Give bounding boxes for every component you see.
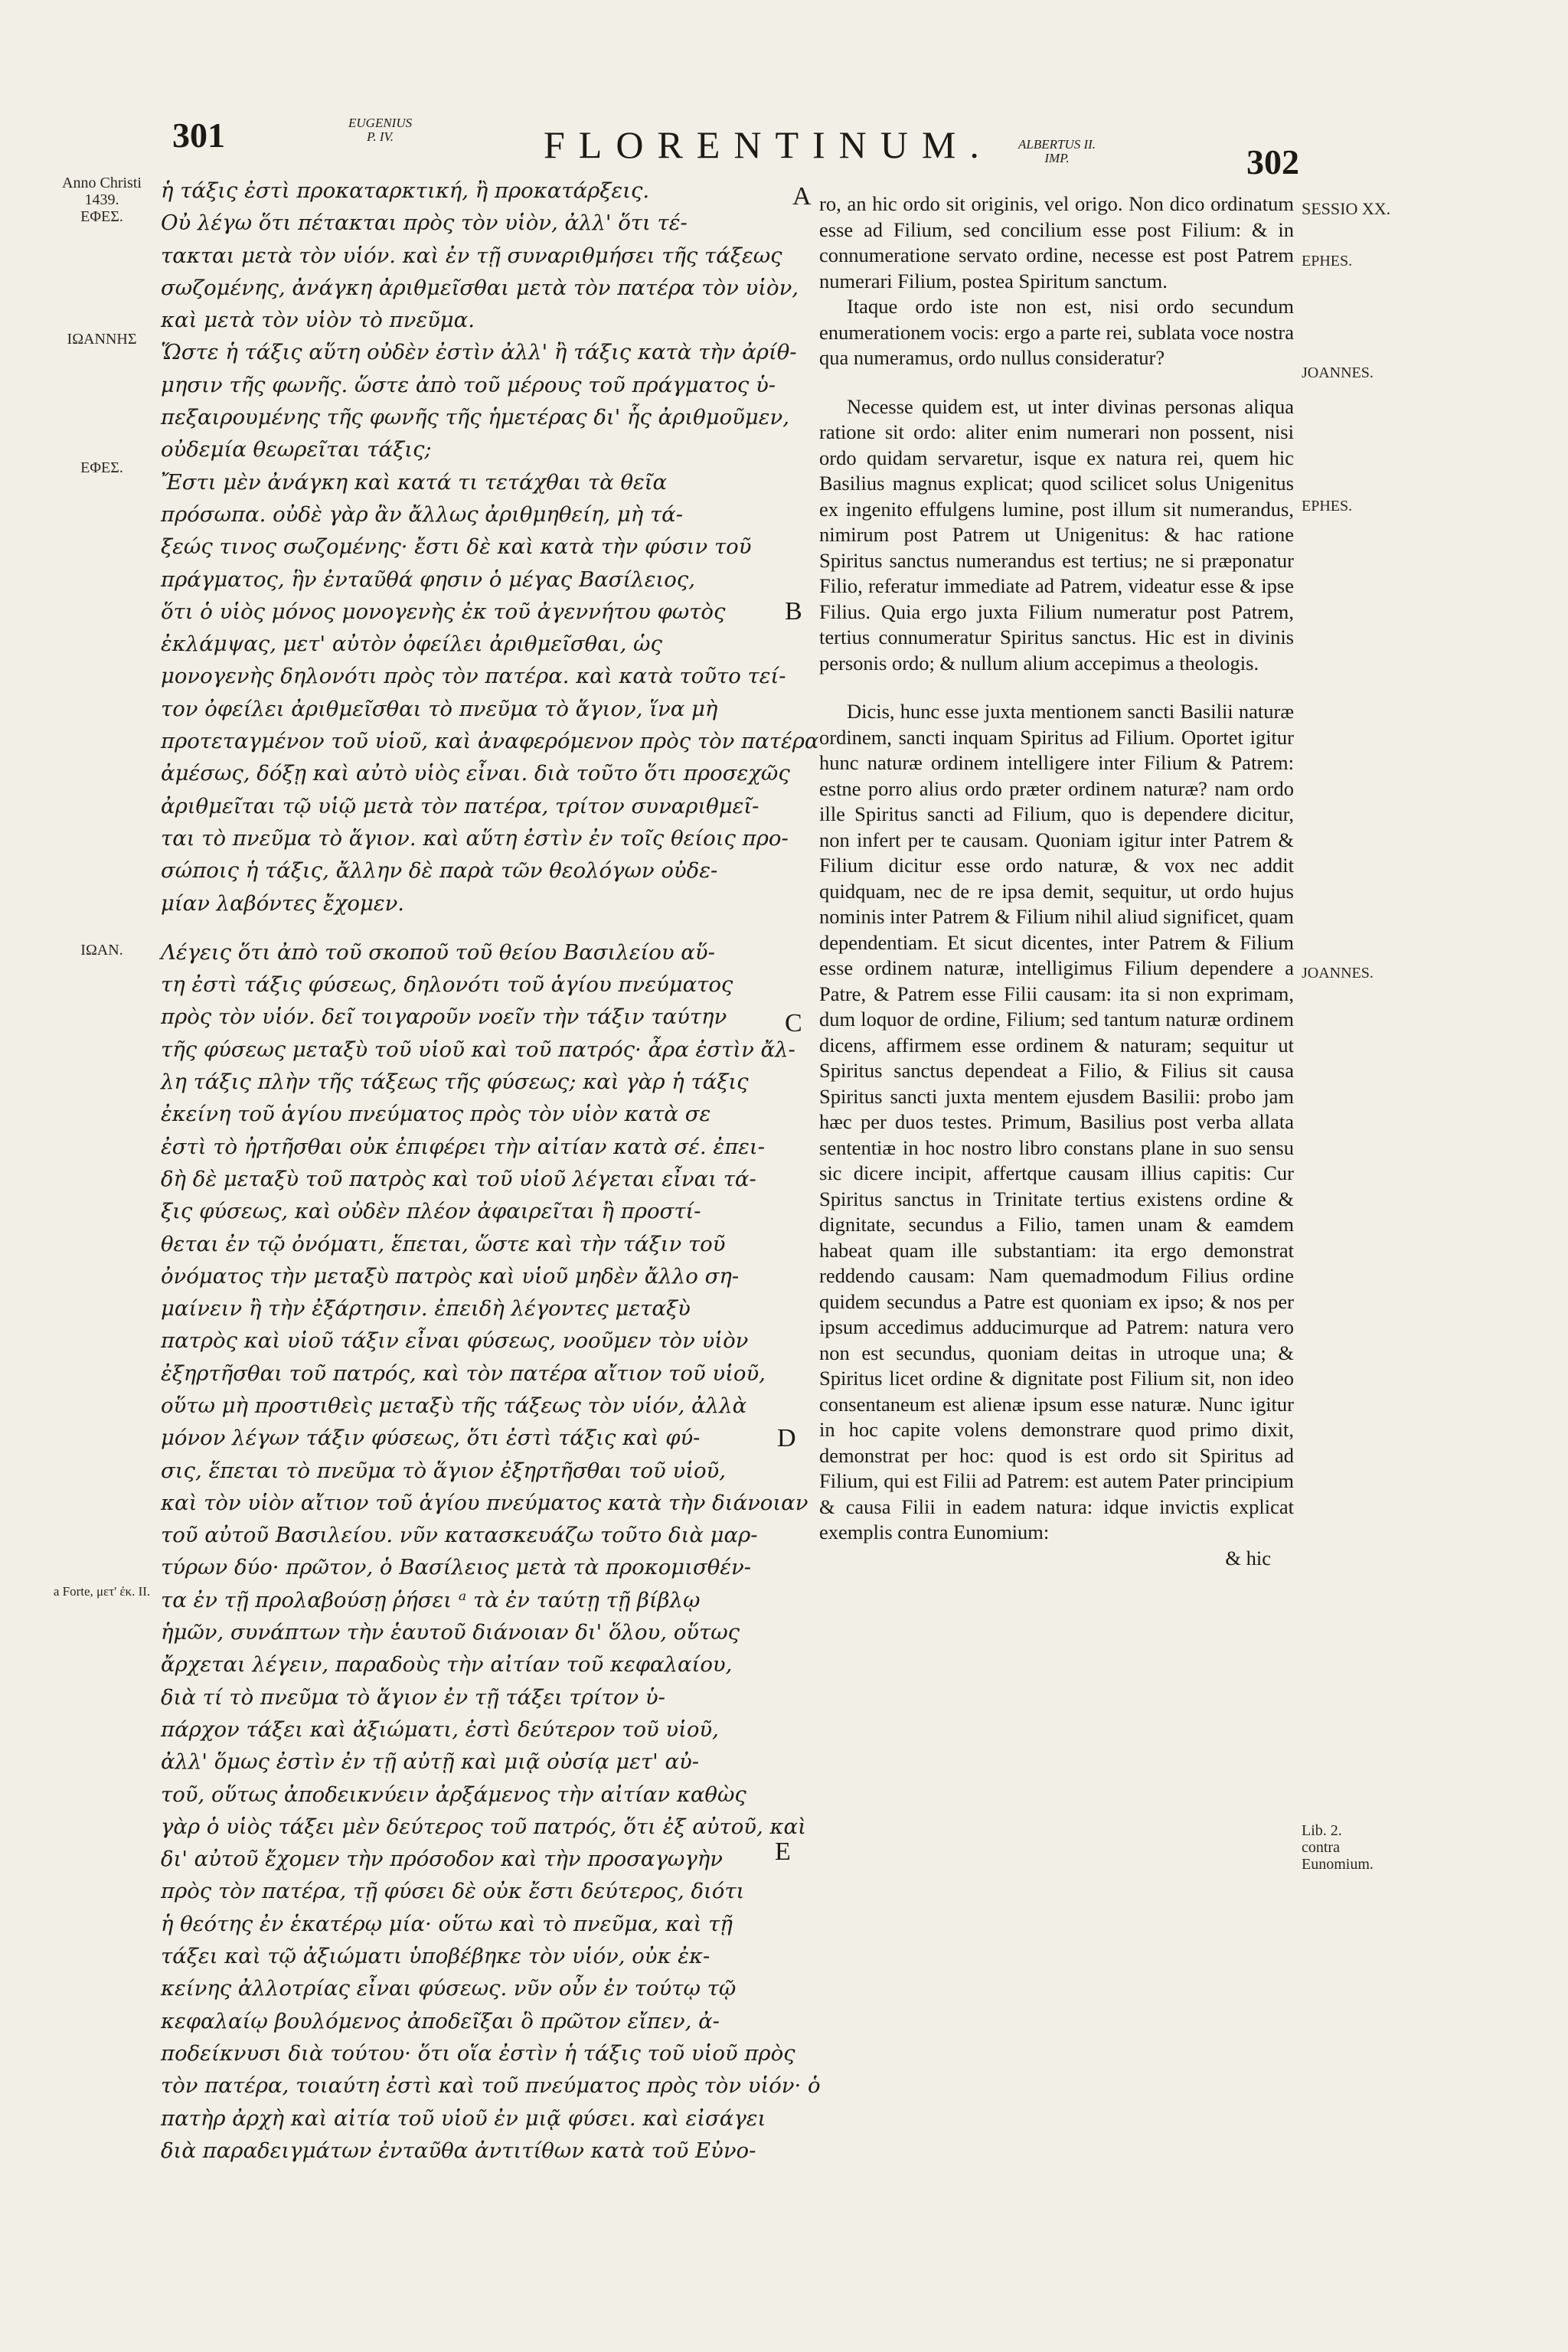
greek-line: καὶ μετὰ τὸν υἱὸν τὸ πνεῦμα. — [161, 308, 475, 333]
greek-line: σώποις ἡ τάξις, ἄλλην δὲ παρὰ τῶν θεολόγων οὐδε- — [161, 858, 718, 884]
greek-line: τοῦ, οὕτως ἀποδεικνύειν ἀρξάμενος τὴν αἰτίαν καθὼς — [161, 1782, 746, 1807]
greek-line: τακται μετὰ τὸν υἱόν. καὶ ἐν τῇ συναριθμήσει τῆς τάξεως — [161, 243, 782, 268]
latin-paragraph-1: ro, an hic ordo sit originis, vel origo. Non dico ordinatum esse ad Filium, sed concilium esse post Filium: & in connumeratione servato ordine, necesse est post Patrem numerari Filium, postea Spiritum sanctum. — [819, 192, 1294, 292]
greek-line: πάρχον τάξει καὶ ἀξιώματι, ἐστὶ δεύτερον τοῦ υἱοῦ, — [161, 1717, 719, 1742]
margin-note-ioannes: ΙΩΑΝΝΗΣ — [67, 331, 137, 348]
catchword: & hic — [1225, 1546, 1271, 1570]
greek-line: διὰ παραδειγμάτων ἐνταῦθα ἀντιτίθων κατὰ τοῦ Εὐνο- — [161, 2138, 756, 2163]
greek-line: ὅτι ὁ υἱὸς μόνος μονογενὴς ἐκ τοῦ ἀγεννήτου φωτὸς — [161, 599, 726, 624]
greek-line: τῆς φύσεως μεταξὺ τοῦ υἱοῦ καὶ τοῦ πατρός· ἆρα ἐστὶν ἄλ- — [161, 1037, 795, 1062]
latin-paragraph-3: Necesse quidem est, ut inter divinas personas aliqua ratione sit ordo: aliter enim numerari non possent, nisi ordo quidam servaretur, isque ex natura rei, quem hic Basilius magnus explicat; quod scilicet solus Unigenitus ex ingenito effulgens lumine, post illum sit numerandus, nimirum post Patrem ut Unigenitus: & hac ratione Spiritus sanctus numerandus est tertius; ne si præponatur Filio, referatur immediate ad Patrem, videatur esse & ipse Filius. Quia ergo juxta Filium numeratur post Patrem, tertius connumeratur Spiritus sanctus. Hic est in divinis personis ordo; & nullum alium accepimus a theologis. — [819, 394, 1294, 675]
running-head-right-line2: IMP. — [1044, 151, 1070, 165]
greek-line: ἀλλ' ὅμως ἐστὶν ἐν τῇ αὐτῇ καὶ μιᾷ οὐσίᾳ μετ' αὐ- — [161, 1749, 700, 1775]
greek-line: λη τάξις πλὴν τῆς τάξεως τῆς φύσεως; καὶ γὰρ ἡ τάξις — [161, 1070, 749, 1095]
greek-line: ἡ τάξις ἐστὶ προκαταρκτική, ἢ προκατάρξεις. — [161, 178, 650, 203]
latin-column — [819, 191, 1294, 1571]
latin-paragraph-2: Itaque ordo iste non est, nisi ordo secundum enumerationem vocis: ergo a parte rei, sublata voce nostra qua numeramus, ordo nullus consideratur? — [819, 295, 1294, 369]
greek-line: ξεώς τινος σωζομένης· ἔστι δὲ καὶ κατὰ τὴν φύσιν τοῦ — [161, 534, 752, 560]
margin-note-ephes-right: EPHES. — [1302, 253, 1353, 270]
greek-line: πατὴρ ἀρχὴ καὶ αἰτία τοῦ υἱοῦ ἐν μιᾷ φύσει. καὶ εἰσάγει — [161, 2105, 766, 2131]
greek-line: τοῦ αὐτοῦ Βασιλείου. νῦν κατασκευάζω τοῦτο διὰ μαρ- — [161, 1523, 758, 1548]
margin-note-forte: a Forte, μετ' ἐκ. II. — [53, 1584, 151, 1599]
greek-line: διὰ τί τὸ πνεῦμα τὸ ἅγιον ἐν τῇ τάξει τρίτον ὑ- — [161, 1684, 665, 1710]
running-head-right-line1: ALBERTUS II. — [1018, 137, 1096, 152]
greek-column — [161, 175, 821, 2167]
running-head-right — [1018, 138, 1096, 165]
page-number-left: 301 — [172, 116, 225, 155]
section-letter-e: E — [775, 1838, 791, 1866]
greek-line: θεται ἐν τῷ ὀνόματι, ἕπεται, ὥστε καὶ τὴν τάξιν τοῦ — [161, 1231, 726, 1256]
greek-line: πράγματος, ἣν ἐνταῦθά φησιν ὁ μέγας Βασίλειος, — [161, 567, 695, 592]
greek-line: ἐκλάμψας, μετ' αὐτὸν ὀφείλει ἀριθμεῖσθαι, ὡς — [161, 632, 662, 657]
greek-line: πρὸς τὸν υἱόν. δεῖ τοιγαροῦν νοεῖν τὴν τάξιν ταύτην — [161, 1004, 727, 1030]
greek-line: Λέγεις ὅτι ἀπὸ τοῦ σκοποῦ τοῦ θείου Βασιλείου αὕ- — [161, 939, 715, 965]
margin-note-anno: Anno Christi 1439. — [62, 175, 142, 208]
greek-line: κείνης ἀλλοτρίας εἶναι φύσεως. νῦν οὖν ἐν τούτῳ τῷ — [161, 1976, 737, 2001]
page-title: FLORENTINUM. — [544, 123, 993, 166]
greek-line: ξις φύσεως, καὶ οὐδὲν πλέον ἀφαιρεῖται ἢ προστί- — [161, 1199, 701, 1224]
greek-line: ἐκείνη τοῦ ἁγίου πνεύματος πρὸς τὸν υἱὸν κατὰ σε — [161, 1102, 711, 1127]
greek-line: κεφαλαίῳ βουλόμενος ἀποδεῖξαι ὃ πρῶτον εἴπεν, ἀ- — [161, 2008, 720, 2034]
greek-line: ται τὸ πνεῦμα τὸ ἅγιον. καὶ αὕτη ἐστὶν ἐν τοῖς θείοις προ- — [161, 825, 789, 851]
greek-line: ποδείκνυσι διὰ τούτου· ὅτι οἵα ἐστὶν ἡ τάξις τοῦ υἱοῦ πρὸς — [161, 2040, 795, 2066]
section-letter-b: B — [785, 597, 802, 626]
greek-line: οὕτω μὴ προστιθεὶς μεταξὺ τῆς τάξεως τὸν υἱόν, ἀλλὰ — [161, 1393, 747, 1418]
greek-line: μίαν λαβόντες ἔχομεν. — [161, 890, 405, 916]
margin-note-lib2: Lib. 2. contra Eunomium. — [1302, 1822, 1374, 1873]
greek-paragraph-2 — [161, 336, 797, 466]
running-head-left-line2: P. IV. — [367, 129, 394, 144]
greek-line: πρόσωπα. οὐδὲ γὰρ ἂν ἄλλως ἀριθμηθείη, μὴ τά- — [161, 501, 684, 527]
margin-note-joannes-right-2: JOANNES. — [1302, 965, 1374, 982]
greek-line: ἐξηρτῆσθαι τοῦ πατρός, καὶ τὸν πατέρα αἴτιον τοῦ υἱοῦ, — [161, 1361, 766, 1386]
greek-line: ἐστὶ τὸ ἠρτῆσθαι οὐκ ἐπιφέρει τὴν αἰτίαν κατὰ σέ. ἐπει- — [161, 1134, 765, 1159]
greek-line: μόνον λέγων τάξιν φύσεως, ὅτι ἐστὶ τάξις καὶ φύ- — [161, 1426, 701, 1451]
greek-line: μησιν τῆς φωνῆς. ὥστε ἀπὸ τοῦ μέρους τοῦ πράγματος ὑ- — [161, 372, 776, 397]
greek-line: ὀνόματος τὴν μεταξὺ πατρὸς καὶ υἱοῦ μηδὲν ἄλλο ση- — [161, 1263, 740, 1289]
greek-line: τάξει καὶ τῷ ἀξιώματι ὑποβέβηκε τὸν υἱόν, οὐκ ἐκ- — [161, 1944, 710, 1969]
section-letter-c: C — [785, 1009, 802, 1037]
greek-line: Ὥστε ἡ τάξις αὕτη οὐδὲν ἐστὶν ἀλλ' ἢ τάξις κατὰ τὴν ἀρίθ- — [161, 340, 797, 365]
greek-paragraph-3 — [161, 466, 819, 920]
section-letter-a: A — [792, 182, 812, 211]
greek-line: γὰρ ὁ υἱὸς τάξει μὲν δεύτερος τοῦ πατρός, ὅτι ἐξ αὐτοῦ, καὶ — [161, 1814, 806, 1839]
greek-line: τὸν πατέρα, τοιαύτη ἐστὶ καὶ τοῦ πνεύματος πρὸς τὸν υἱόν· ὁ — [161, 2073, 821, 2099]
margin-note-joannes-right: JOANNES. — [1302, 364, 1374, 381]
greek-line: καὶ τὸν υἱὸν αἴτιον τοῦ ἁγίου πνεύματος κατὰ τὴν διάνοιαν — [161, 1490, 808, 1515]
greek-line: Ἔστι μὲν ἀνάγκη καὶ κατά τι τετάχθαι τὰ θεῖα — [161, 469, 668, 495]
greek-line: πεξαιρουμένης τῆς φωνῆς τῆς ἡμετέρας δι' ἧς ἀριθμοῦμεν, — [161, 405, 789, 430]
greek-paragraph-1 — [161, 175, 799, 336]
greek-line: τον ὀφείλει ἀριθμεῖσθαι τὸ πνεῦμα τὸ ἅγιον, ἵνα μὴ — [161, 696, 718, 721]
greek-line: τη ἐστὶ τάξις φύσεως, δηλονότι τοῦ ἁγίου πνεύματος — [161, 972, 733, 998]
greek-paragraph-4 — [161, 936, 821, 2167]
greek-line: σις, ἕπεται τὸ πνεῦμα τὸ ἅγιον ἐξηρτῆσθαι τοῦ υἱοῦ, — [161, 1458, 727, 1483]
greek-line: οὐδεμία θεωρεῖται τάξις; — [161, 437, 432, 462]
greek-line: μαίνειν ἢ τὴν ἐξάρτησιν. ἐπειδὴ λέγοντες μεταξὺ — [161, 1296, 691, 1321]
margin-note-ephes: ΕΦΕΣ. — [80, 208, 123, 225]
greek-line: ἀμέσως, δόξῃ καὶ αὐτὸ υἱὸς εἶναι. διὰ τοῦτο ὅτι προσεχῶς — [161, 761, 790, 786]
margin-note-sessio: SESSIO XX. — [1302, 199, 1391, 218]
greek-line: προτεταγμένον τοῦ υἱοῦ, καὶ ἀναφερόμενον πρὸς τὸν πατέρα — [161, 729, 819, 754]
greek-line: σωζομένης, ἀνάγκη ἀριθμεῖσθαι μετὰ τὸν πατέρα τὸν υἱὸν, — [161, 275, 799, 300]
running-head-left — [348, 116, 412, 144]
latin-paragraph-4: Dicis, hunc esse juxta mentionem sancti Basilii naturæ ordinem, sancti inquam Spiritus ad Filium. Oportet igitur hunc naturæ ordinem intelligere inter Filium & Patrem: estne porro alius ordo præter ordinem naturæ? nam ordo ille Spiritus sancti ad Filium, quo is dependere dicitur, non infert per te causam. Quoniam igitur inter Patrem & Filium dicitur esse ordo naturæ, & vox nec addit quidquam, nec de re ipsa demit, sequitur, ut ordo hujus nominis inter Patrem & Filium nihil aliud significet, quam dependentiam. Et sicut dicentes, inter Patrem & Filium esse ordinem naturæ, intelligimus Filium dependere a Patre, & Patrem esse Filii causam: ita si non exprimam, dum loquor de ordine, Filium; sed tantum naturæ ordinem dicens, affirmem esse ordinem & naturam; sequitur ut Spiritus sanctus dependeat a Filio, & Filius sit causa Spiritus sancti juxta mentem ejusdem Basilii: probo jam hæc per duos testes. Primum, Basilius post verba allata sententiæ in hoc nostro libro constans plane in suo sensu sic dicere incipit, affertque causam illius capitis: Cur Spiritus sanctus in Trinitate tertius existens ordine & dignitate, secundus a Filio, tamen unam & eamdem habeat quam ille substantiam: ita ergo demonstrat reddendo causam: Nam quemadmodum Filius ordine quidem secundus a Patre est quoniam ex ipso; & nos per ipsum accedimus adducimurque ad Patrem: natura vero non est secundus, quoniam deitas in utroque una; & Spiritus licet ordine & dignitate post Filium sit, non ideo consentaneum est alienæ ipsum esse naturæ. Nunc igitur in hoc capite volens demonstrare quod primo dixit, demonstrat per hoc: quod is est ordo sit Spiritus ad Filium, qui est Filii ad Patrem: est autem Pater principium & causa Filii in eadem natura: idque invictis explicat exemplis contra Eunomium: — [819, 700, 1294, 1544]
greek-line: ἄρχεται λέγειν, παραδοὺς τὴν αἰτίαν τοῦ κεφαλαίου, — [161, 1652, 733, 1677]
margin-note-ioan: ΙΩΑΝ. — [80, 942, 123, 959]
page-number-right: 302 — [1246, 142, 1299, 181]
section-letter-d: D — [777, 1424, 796, 1452]
margin-note-ephes-right-2: EPHES. — [1302, 498, 1353, 514]
greek-line: δὴ δὲ μεταξὺ τοῦ πατρὸς καὶ τοῦ υἱοῦ λέγεται εἶναι τά- — [161, 1166, 756, 1191]
running-head-left-line1: EUGENIUS — [348, 116, 413, 130]
greek-line: μονογενὴς δηλονότι πρὸς τὸν πατέρα. καὶ κατὰ τοῦτο τεί- — [161, 664, 786, 689]
margin-note-ephes-2: ΕΦΕΣ. — [80, 459, 123, 476]
greek-line: Οὐ λέγω ὅτι πέτακται πρὸς τὸν υἱὸν, ἀλλ' ὅτι τέ- — [161, 211, 688, 236]
greek-line: ἡμῶν, συνάπτων τὴν ἑαυτοῦ διάνοιαν δι' ὅλου, οὕτως — [161, 1620, 740, 1645]
greek-line: ἀριθμεῖται τῷ υἱῷ μετὰ τὸν πατέρα, τρίτον συναριθμεῖ- — [161, 793, 760, 818]
greek-line: πατρὸς καὶ υἱοῦ τάξιν εἶναι φύσεως, νοοῦμεν τὸν υἱὸν — [161, 1328, 749, 1354]
greek-line: δι' αὐτοῦ ἔχομεν τὴν πρόσοδον καὶ τὴν προσαγωγὴν — [161, 1847, 723, 1872]
greek-line: τύρων δύο· πρῶτον, ὁ Βασίλειος μετὰ τὰ προκομισθέν- — [161, 1555, 752, 1580]
greek-line: τα ἐν τῇ προλαβούσῃ ῥήσει ᵃ τὰ ἐν ταύτῃ τῇ βίβλῳ — [161, 1587, 701, 1612]
greek-line: πρὸς τὸν πατέρα, τῇ φύσει δὲ οὐκ ἔστι δεύτερος, διότι — [161, 1879, 745, 1904]
greek-line: ἡ θεότης ἐν ἑκατέρῳ μία· οὕτω καὶ τὸ πνεῦμα, καὶ τῇ — [161, 1911, 733, 1936]
